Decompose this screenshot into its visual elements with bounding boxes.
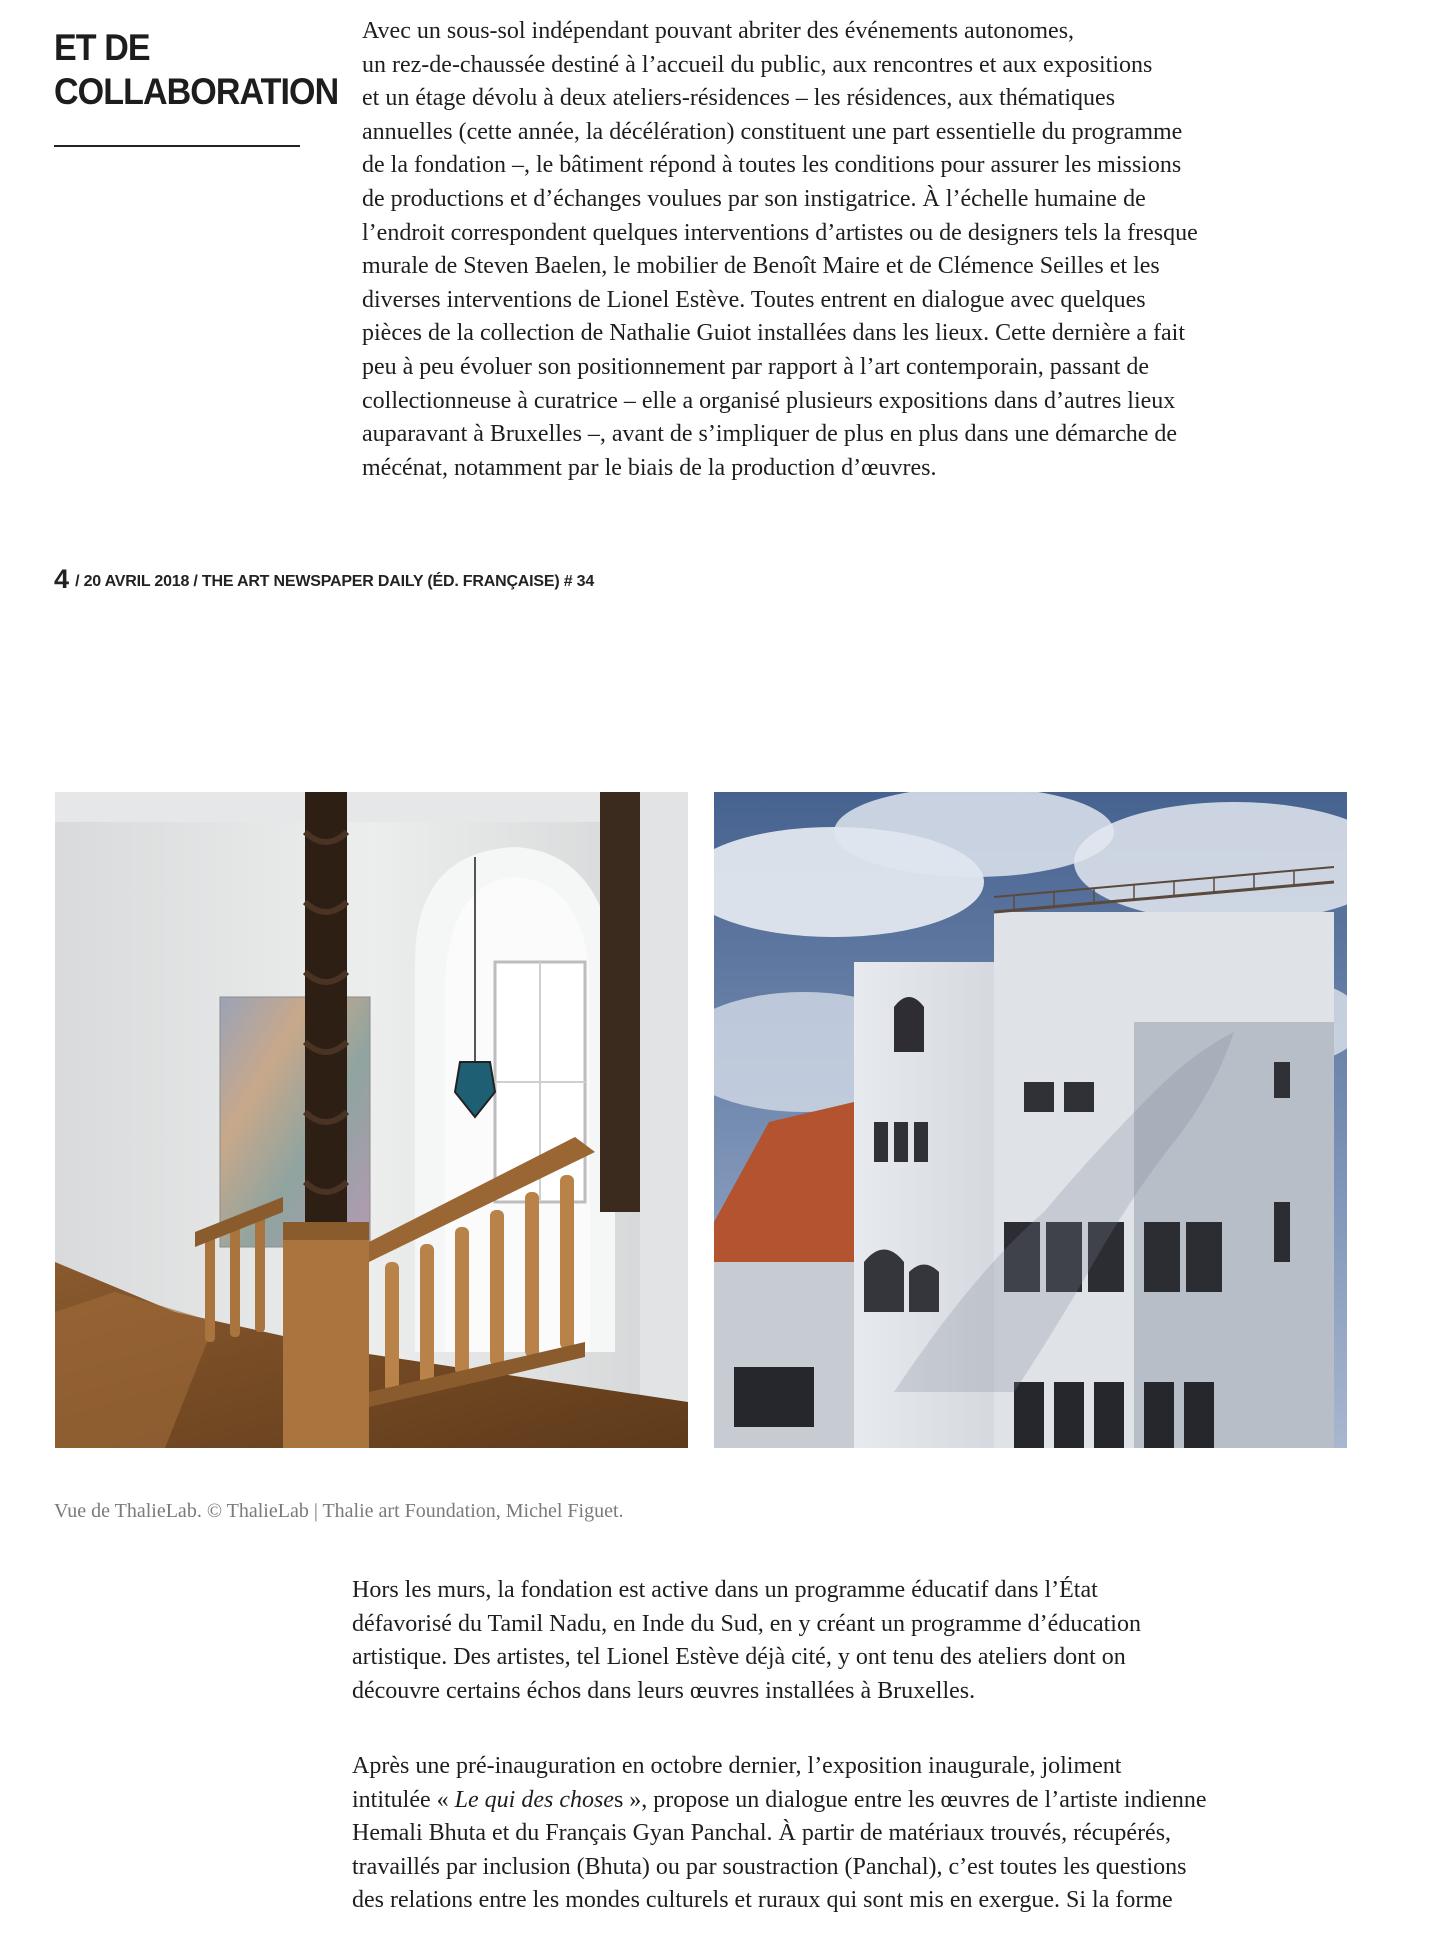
heading-divider (54, 145, 300, 147)
paragraph-3 (352, 1750, 1362, 1918)
staircase-photo (55, 792, 688, 1448)
intro-paragraph (362, 15, 1372, 485)
text-line: défavorisé du Tamil Nadu, en Inde du Sud, en y créant un programme d’éducation (352, 1610, 1141, 1637)
text-line: artistique. Des artistes, tel Lionel Estève déjà cité, y ont tenu des ateliers dont on (352, 1644, 1126, 1671)
text-line: et un étage dévolu à deux ateliers-résidences – les résidences, aux thématiques (362, 85, 1116, 112)
text-fragment: s », propose un dialogue entre les œuvres de l’artiste indienne (613, 1786, 1207, 1813)
section-heading (54, 26, 339, 114)
text-line: Après une pré-inauguration en octobre dernier, l’exposition inaugurale, joliment (352, 1753, 1122, 1779)
text-line: pièces de la collection de Nathalie Guiot installées dans les lieux. Cette dernière a fait (362, 320, 1186, 347)
text-line: Avec un sous-sol indépendant pouvant abriter des événements autonomes, (362, 18, 1075, 44)
text-line: mécénat, notamment par le biais de la production d’œuvres. (362, 454, 937, 481)
text-line (352, 1784, 1362, 1818)
text-fragment: intitulée « (352, 1786, 455, 1813)
text-line: Hors les murs, la fondation est active dans un programme éducatif dans l’État (352, 1577, 1098, 1603)
page-number: 4 (54, 564, 69, 594)
folio-text: / 20 AVRIL 2018 / THE ART NEWSPAPER DAILY (ÉD. FRANÇAISE) # 34 (70, 573, 595, 590)
text-line: l’endroit correspondent quelques interventions d’artistes ou de designers tels la fresque (362, 219, 1198, 246)
section-heading-line-1: ET DE (54, 27, 150, 68)
text-line: de la fondation –, le bâtiment répond à toutes les conditions pour assurer les missions (362, 152, 1182, 179)
photo-caption: Vue de ThalieLab. © ThalieLab | Thalie art Foundation, Michel Figuet. (54, 1500, 624, 1522)
text-line: de productions et d’échanges voulues par son instigatrice. À l’échelle humaine de (362, 185, 1146, 212)
text-line: murale de Steven Baelen, le mobilier de Benoît Maire et de Clémence Seilles et les (362, 253, 1160, 280)
text-line: peu à peu évoluer son positionnement par rapport à l’art contemporain, passant de (362, 353, 1150, 380)
page-folio (54, 564, 594, 595)
text-line: un rez-de-chaussée destiné à l’accueil du public, aux rencontres et aux expositions (362, 51, 1153, 78)
text-line: découvre certains échos dans leurs œuvres installées à Bruxelles. (352, 1677, 976, 1704)
text-line: Hemali Bhuta et du Français Gyan Panchal. À partir de matériaux trouvés, récupérés, (352, 1820, 1172, 1847)
text-line: collectionneuse à curatrice – elle a organisé plusieurs expositions dans d’autres lieux (362, 387, 1176, 414)
text-line: diverses interventions de Lionel Estève. Toutes entrent en dialogue avec quelques (362, 286, 1146, 313)
building-exterior-photo (714, 792, 1347, 1448)
section-heading-line-2: COLLABORATION (54, 71, 339, 112)
text-line: travaillés par inclusion (Bhuta) ou par soustraction (Panchal), c’est toutes les questions (352, 1853, 1187, 1880)
paragraph-2 (352, 1574, 1362, 1708)
text-line: annuelles (cette année, la décélération) constituent une part essentielle du programme (362, 118, 1183, 145)
exhibition-title: Le qui des chose (454, 1786, 614, 1813)
text-line: auparavant à Bruxelles –, avant de s’impliquer de plus en plus dans une démarche de (362, 421, 1178, 448)
text-line: des relations entre les mondes culturels et ruraux qui sont mis en exergue. Si la forme (352, 1887, 1173, 1914)
